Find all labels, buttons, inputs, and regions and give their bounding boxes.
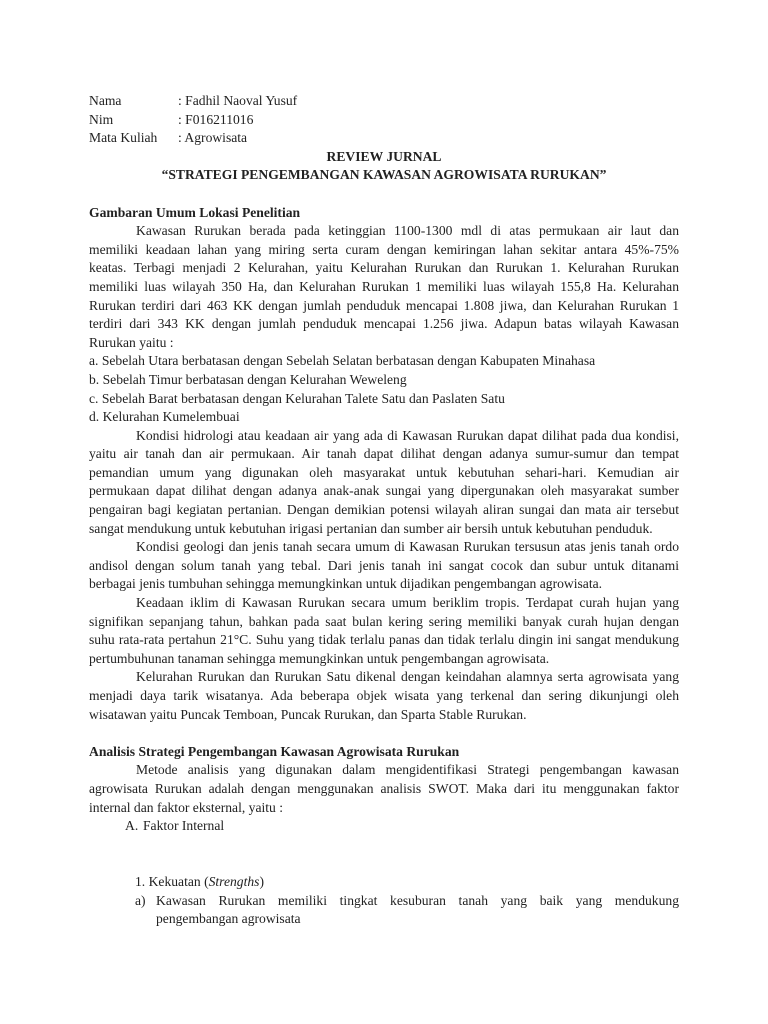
kekuatan-italic: Strengths bbox=[208, 873, 260, 889]
list-marker: A. bbox=[125, 818, 139, 834]
info-value: : Agrowisata bbox=[178, 130, 248, 146]
paragraph-line: yaitu air tanah dan air permukaan. Air tanah dapat dilihat dengan adanya sumur-sumur dan tempat bbox=[89, 446, 679, 462]
student-info bbox=[89, 92, 679, 148]
info-row bbox=[89, 111, 679, 130]
list-item: a. Sebelah Utara berbatasan dengan Sebelah Selatan berbatasan dengan Kabupaten Minahasa bbox=[89, 353, 596, 369]
item-line: pengembangan agrowisata bbox=[156, 911, 301, 927]
paragraph-line: memiliki luas wilayah 350 Ha, dan Kelurahan Rurukan 1 memiliki luas wilayah 155,8 Ha. Kelurahan bbox=[89, 278, 679, 294]
paragraph-line: Kondisi geologi dan jenis tanah secara umum di Kawasan Rurukan tersusun atas jenis tanah ordo bbox=[136, 539, 679, 555]
info-label: Nim bbox=[89, 111, 114, 127]
subheading-kekuatan bbox=[89, 873, 679, 892]
list-item: b. Sebelah Timur berbatasan dengan Kelurahan Weweleng bbox=[89, 371, 407, 387]
info-value: : F016211016 bbox=[178, 111, 254, 127]
info-value: : Fadhil Naoval Yusuf bbox=[178, 93, 298, 108]
paragraph-line: andisol dengan solum tanah yang tebal. Dari jenis tanah ini sangat cocok dan subur untuk ditanami bbox=[89, 557, 679, 573]
paragraph-line: Kondisi hidrologi atau keadaan air yang ada di Kawasan Rurukan dapat dilihat pada dua kondisi, bbox=[136, 427, 679, 443]
document-title: REVIEW JURNAL bbox=[326, 148, 442, 164]
info-label: Nama bbox=[89, 93, 122, 108]
border-list bbox=[89, 352, 679, 426]
paragraph bbox=[89, 222, 679, 352]
section-heading: Analisis Strategi Pengembangan Kawasan Agrowisata Rurukan bbox=[89, 743, 460, 759]
paragraph-line: terdiri dari 343 KK dengan jumlah penduduk mencapai 1.256 jiwa. Adapun batas wilayah Kawasan bbox=[89, 316, 679, 332]
info-row bbox=[89, 92, 679, 111]
paragraph-line: suhu rata-rata pertahun 21°C. Suhu yang tidak terlalu panas dan tidak terlalu dingin ini sangat mendukung bbox=[89, 632, 679, 648]
paragraph-line: pengairan bagi kegiatan pertanian. Dengan demikian potensi wilayah aliran sungai dan mata air tersebut bbox=[89, 502, 679, 518]
info-label: Mata Kuliah bbox=[89, 130, 158, 146]
list-item: c. Sebelah Barat berbatasan dengan Kelurahan Talete Satu dan Paslaten Satu bbox=[89, 390, 505, 406]
list-label: Faktor Internal bbox=[143, 818, 225, 834]
paragraph-line: Keadaan iklim di Kawasan Rurukan secara umum beriklim tropis. Terdapat curah hujan yang bbox=[136, 595, 679, 611]
item-line: Kawasan Rurukan memiliki tingkat kesuburan tanah yang baik yang mendukung bbox=[156, 892, 679, 908]
paragraph-line: berbagai jenis tumbuhan sehingga memungkinkan untuk dijadikan pengembangan agrowisata. bbox=[89, 576, 603, 592]
paragraph-line: agrowisata Rurukan adalah dengan menggunakan analisis SWOT. Maka dari itu menggunakan faktor bbox=[89, 780, 679, 796]
section-heading: Gambaran Umum Lokasi Penelitian bbox=[89, 204, 301, 220]
document-page bbox=[89, 92, 679, 929]
paragraph-line: pertumbuhunan tanaman sehingga memungkinkan untuk pengembangan agrowisata. bbox=[89, 650, 550, 666]
list-marker: a) bbox=[135, 892, 146, 908]
paragraph-line: permukaan dapat dilihat dengan adanya anak-anak sungai yang dipergunakan oleh masyarakat sumber bbox=[89, 483, 679, 499]
paragraph-line: internal dan faktor eksternal, yaitu : bbox=[89, 799, 284, 815]
info-row bbox=[89, 129, 679, 148]
paragraph-line: signifikan sepanjang tahun, bahkan pada saat bulan kering sering memiliki banyak curah hujan dengan bbox=[89, 613, 679, 629]
paragraph bbox=[89, 668, 679, 724]
paragraph-line: Kelurahan Rurukan dan Rurukan Satu dikenal dengan keindahan alamnya serta agrowisata yang bbox=[136, 669, 679, 685]
journal-title: “STRATEGI PENGEMBANGAN KAWASAN AGROWISATA RURUKAN” bbox=[161, 167, 607, 183]
paragraph bbox=[89, 761, 679, 817]
list-item-a bbox=[89, 892, 679, 929]
paragraph-line: Metode analisis yang digunakan dalam mengidentifikasi Strategi pengembangan kawasan bbox=[136, 762, 679, 778]
list-item-faktor-internal bbox=[89, 817, 679, 836]
kekuatan-suffix: ) bbox=[259, 873, 264, 889]
paragraph-line: Rurukan yaitu : bbox=[89, 334, 174, 350]
paragraph-line: wisatawan yaitu Puncak Temboan, Puncak Rurukan, dan Sparta Stable Rurukan. bbox=[89, 706, 527, 722]
paragraph-line: menjadi daya tarik wisatanya. Ada beberapa objek wisata yang terkenal dan sering dikunjungi oleh bbox=[89, 688, 679, 703]
paragraph-line: memiliki keadaan lahan yang miring serta curam dengan kemiringan lahan sekitar antara 45%-75% bbox=[89, 241, 679, 257]
paragraph-line: Rurukan terdiri dari 463 KK dengan jumlah penduduk mencapai 1.808 jiwa, dan Kelurahan Rurukan 1 bbox=[89, 297, 679, 313]
paragraph-line: keatas. Terbagi menjadi 2 Kelurahan, yaitu Kelurahan Rurukan dan Rurukan 1. Kelurahan Rurukan bbox=[89, 260, 679, 276]
paragraph bbox=[89, 538, 679, 594]
list-item: d. Kelurahan Kumelembuai bbox=[89, 409, 240, 425]
paragraph-line: Kawasan Rurukan berada pada ketinggian 1100-1300 mdl di atas permukaan air laut dan bbox=[136, 223, 679, 239]
paragraph bbox=[89, 427, 679, 539]
paragraph-line: pemandian umum yang digunakan oleh masyarakat untuk kebutuhan sehari-hari. Kemudian air bbox=[89, 464, 679, 480]
paragraph-line: sangat mendukung untuk kebutuhan irigasi pertanian dan sumber air bersih untuk kebutuhan penduduk. bbox=[89, 520, 653, 536]
paragraph bbox=[89, 594, 679, 668]
kekuatan-prefix: 1. Kekuatan ( bbox=[135, 873, 209, 889]
